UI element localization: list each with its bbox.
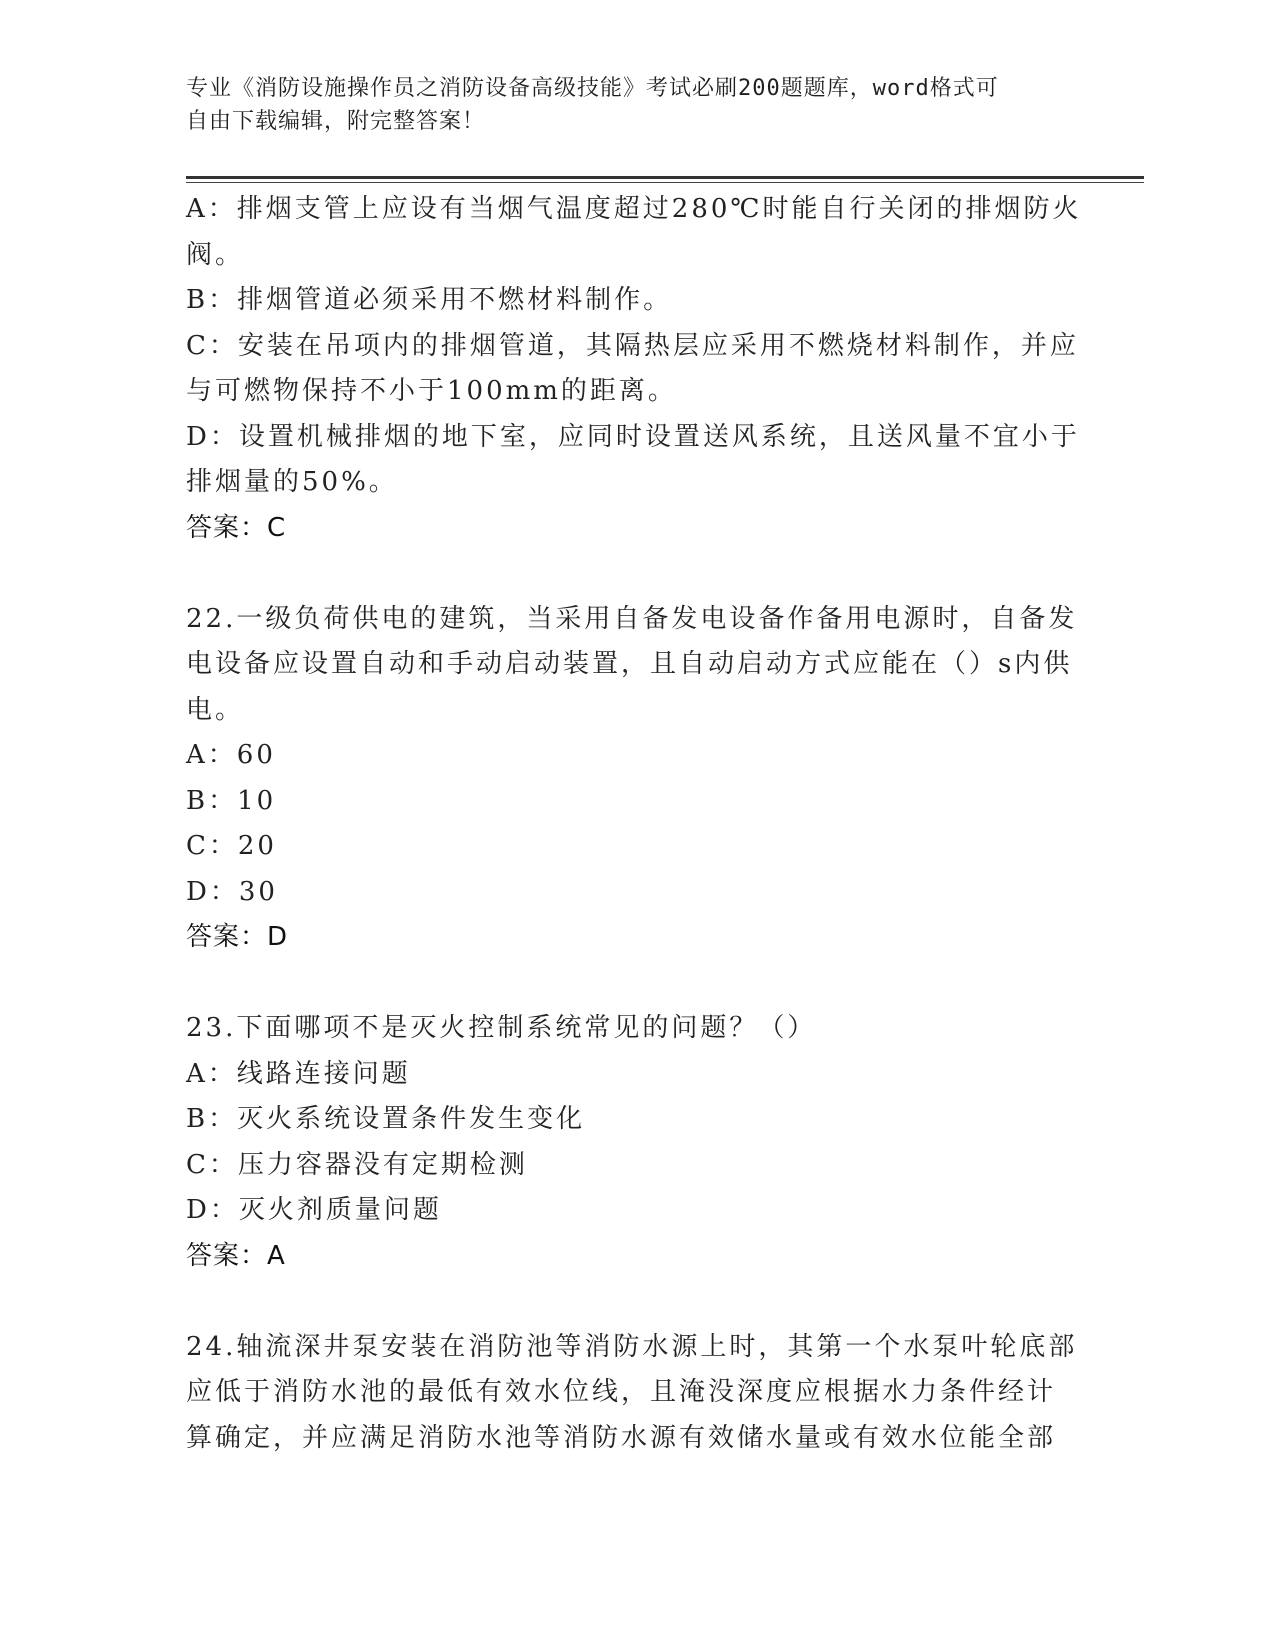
question-stem: 23.下面哪项不是灭火控制系统常见的问题？（）	[186, 1013, 817, 1043]
question-stem-line-3: 算确定，并应满足消防水池等消防水源有效储水量或有效水位能全部	[186, 1422, 1057, 1453]
option-d-line-1: D：设置机械排烟的地下室，应同时设置送风系统，且送风量不宜小于	[186, 421, 1080, 452]
spacer	[186, 1279, 1086, 1325]
question-21	[186, 187, 1086, 551]
option-d: D：灭火剂质量问题	[186, 1195, 442, 1225]
question-stem-line-1: 24.轴流深井泵安装在消防池等消防水源上时，其第一个水泵叶轮底部	[186, 1331, 1078, 1362]
option-c: C：压力容器没有定期检测	[186, 1149, 528, 1180]
option-c-line-2: 与可燃物保持不小于100mm的距离。	[186, 376, 677, 406]
question-22	[186, 597, 1086, 961]
question-stem-line-2: 应低于消防水池的最低有效水位线，且淹没深度应根据水力条件经计	[186, 1377, 1057, 1407]
header-rule-thin	[186, 182, 1144, 183]
question-content	[186, 187, 1086, 1461]
question-24	[186, 1325, 1086, 1462]
document-header	[186, 72, 1066, 138]
spacer	[186, 551, 1086, 597]
question-stem-line-2: 电设备应设置自动和手动启动装置，且自动启动方式应能在（）s内供	[186, 649, 1073, 679]
option-a-line-2: 阀。	[186, 239, 245, 270]
option-a-line-1: A：排烟支管上应设有当烟气温度超过280℃时能自行关闭的排烟防火	[186, 194, 1082, 224]
header-rule-thick	[186, 176, 1144, 179]
option-a: A：线路连接问题	[186, 1058, 411, 1089]
question-stem-line-1: 22.一级负荷供电的建筑，当采用自备发电设备作备用电源时，自备发	[186, 603, 1078, 634]
header-line-1: 专业《消防设施操作员之消防设备高级技能》考试必刷200题题库，word格式可	[186, 76, 999, 101]
option-c-line-1: C：安装在吊项内的排烟管道，其隔热层应采用不燃烧材料制作，并应	[186, 330, 1079, 361]
option-a: A：60	[186, 740, 276, 770]
header-line-2: 自由下载编辑，附完整答案！	[186, 109, 486, 134]
option-b: B：灭火系统设置条件发生变化	[186, 1104, 586, 1134]
option-c: C：20	[186, 831, 277, 861]
option-d: D：30	[186, 876, 278, 907]
answer-23: 答案：A	[186, 1240, 286, 1271]
answer-22: 答案：D	[186, 922, 289, 952]
spacer	[186, 961, 1086, 1007]
option-b: B：10	[186, 785, 277, 816]
option-d-line-2: 排烟量的50%。	[186, 467, 398, 497]
option-b: B：排烟管道必须采用不燃材料制作。	[186, 285, 673, 315]
question-23	[186, 1006, 1086, 1279]
question-stem-line-3: 电。	[186, 694, 245, 725]
answer-21: 答案：C	[186, 512, 287, 543]
